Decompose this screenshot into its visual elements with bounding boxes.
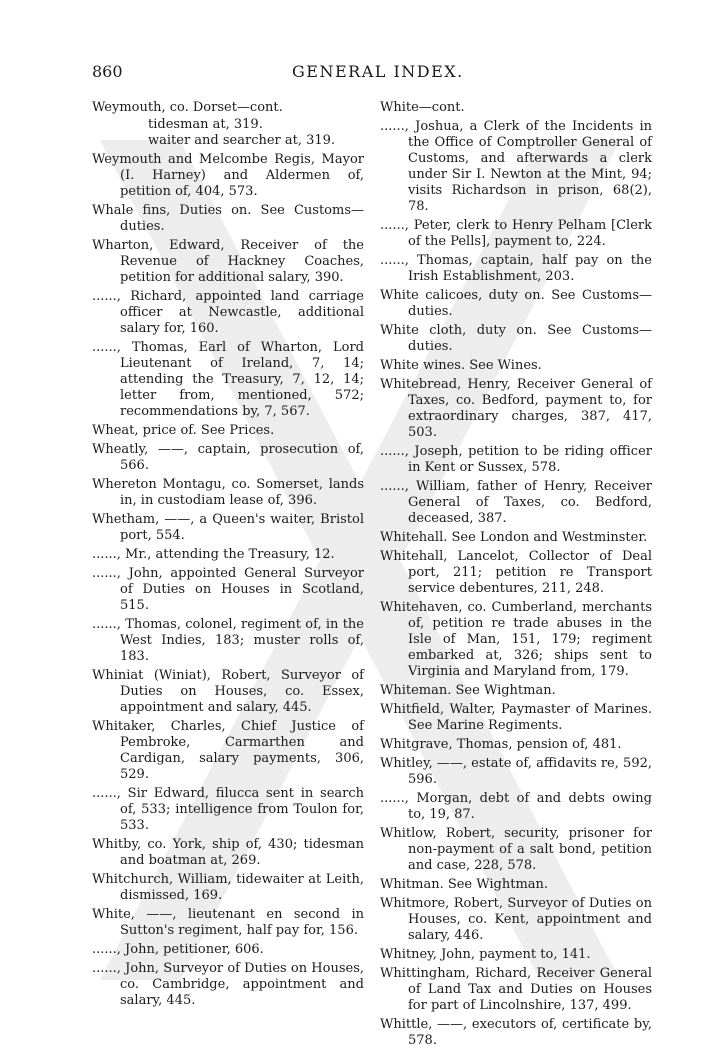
index-entry: Whereton Montagu, co. Somerset, lands in, in custodiam lease of, 396.: [92, 477, 364, 508]
index-entry: Whitchurch, William, tidewaiter at Leith, dismissed, 169.: [92, 872, 364, 903]
index-column-left: [92, 100, 364, 1012]
index-entry: ......, Mr., attending the Treasury, 12.: [92, 547, 335, 562]
index-entry: White—cont.: [380, 100, 465, 115]
index-entry: Whitby, co. York, ship of, 430; tidesman and boatman at, 269.: [92, 837, 364, 868]
index-entry: Whittle, ——, executors of, certificate by, 578.: [380, 1017, 652, 1048]
index-entry: Whitmore, Robert, Surveyor of Duties on Houses, co. Kent, appointment and salary, 446.: [380, 896, 652, 943]
running-title: GENERAL INDEX.: [292, 62, 464, 81]
index-entry: Whitehall, Lancelot, Collector of Deal port, 211; petition re Transport service debentures, 211, 248.: [380, 549, 652, 596]
index-entry: Whitehaven, co. Cumberland, merchants of, petition re trade abuses in the Isle of Man, 151, 179; regiment embarked at, 326; ships sent to Virginia and Maryland from, 179.: [380, 600, 652, 679]
index-entry: White, ——, lieutenant en second in Sutton's regiment, half pay for, 156.: [92, 907, 364, 938]
index-entry: ......, Thomas, Earl of Wharton, Lord Lieutenant of Ireland, 7, 14; attending the Treasury, 7, 12, 14; letter from, mentioned, 572; recommendations by, 7, 567.: [92, 340, 364, 419]
index-entry: Whitaker, Charles, Chief Justice of Pembroke, Carmarthen and Cardigan, salary payments, 306, 529.: [92, 719, 364, 782]
index-entry: Wheatly, ——, captain, prosecution of, 566.: [92, 442, 364, 473]
index-entry: ......, John, Surveyor of Duties on Houses, co. Cambridge, appointment and salary, 445.: [92, 961, 364, 1008]
index-entry: ......, Sir Edward, filucca sent in search of, 533; intelligence from Toulon for, 533.: [92, 786, 364, 833]
index-entry: Whitehall. See London and Westminster.: [380, 530, 648, 545]
index-entry: Whitley, ——, estate of, affidavits re, 592, 596.: [380, 756, 652, 787]
index-entry: ......, William, father of Henry, Receiver General of Taxes, co. Bedford, deceased, 387.: [380, 479, 652, 526]
index-entry: White calicoes, duty on. See Customs—duties.: [380, 288, 652, 319]
index-entry: ......, Morgan, debt of and debts owing to, 19, 87.: [380, 791, 652, 822]
index-entry: Whitgrave, Thomas, pension of, 481.: [380, 737, 622, 752]
index-entry: ......, Thomas, captain, half pay on the Irish Establishment, 203.: [380, 253, 652, 284]
index-entry: Whitebread, Henry, Receiver General of Taxes, co. Bedford, payment to, for extraordinary charges, 387, 417, 503.: [380, 377, 652, 440]
index-entry: ......, Thomas, colonel, regiment of, in the West Indies, 183; muster rolls of, 183.: [92, 617, 364, 664]
index-entry: ......, John, petitioner, 606.: [92, 942, 264, 957]
index-entry: White cloth, duty on. See Customs—duties.: [380, 323, 652, 354]
index-entry: ......, Richard, appointed land carriage officer at Newcastle, additional salary for, 160.: [92, 289, 364, 336]
page-number: 860: [92, 62, 123, 81]
index-entry: ......, Joseph, petition to be riding officer in Kent or Sussex, 578.: [380, 444, 652, 475]
index-entry: Whitney, John, payment to, 141.: [380, 947, 591, 962]
index-entry: Weymouth, co. Dorset—cont.: [92, 100, 283, 115]
index-entry: Whetham, ——, a Queen's waiter, Bristol port, 554.: [92, 512, 364, 543]
index-entry: ......, Peter, clerk to Henry Pelham [Clerk of the Pells], payment to, 224.: [380, 218, 652, 249]
index-entry: Whiteman. See Wightman.: [380, 683, 556, 698]
index-entry: Whitlow, Robert, security, prisoner for non-payment of a salt bond, petition and case, 228, 578.: [380, 826, 652, 873]
index-entry: Wharton, Edward, Receiver of the Revenue of Hackney Coaches, petition for additional salary, 390.: [92, 238, 364, 285]
index-entry: Weymouth and Melcombe Regis, Mayor (I. Harney) and Aldermen of, petition of, 404, 573.: [92, 152, 364, 199]
index-entry: Wheat, price of. See Prices.: [92, 423, 275, 438]
index-entry: Whitman. See Wightman.: [380, 877, 549, 892]
page-header: [92, 62, 632, 86]
index-entry: Whale fins, Duties on. See Customs—duties.: [92, 203, 364, 234]
index-subentry: waiter and searcher at, 319.: [148, 133, 336, 148]
index-entry: Whitfield, Walter, Paymaster of Marines. See Marine Regiments.: [380, 702, 652, 733]
index-column-right: [380, 100, 652, 1052]
index-entry: ......, John, appointed General Surveyor of Duties on Houses in Scotland, 515.: [92, 566, 364, 613]
index-entry: Whittingham, Richard, Receiver General of Land Tax and Duties on Houses for part of Lincolnshire, 137, 499.: [380, 966, 652, 1013]
index-entry: Whiniat (Winiat), Robert, Surveyor of Duties on Houses, co. Essex, appointment and salary, 445.: [92, 668, 364, 715]
index-entry: ......, Joshua, a Clerk of the Incidents in the Office of Comptroller General of Customs, and afterwards a clerk under Sir I. Newton at the Mint, 94; visits Richardson in prison, 68(2), 78.: [380, 119, 652, 214]
index-entry: White wines. See Wines.: [380, 358, 542, 373]
index-subentry: tidesman at, 319.: [148, 117, 263, 132]
